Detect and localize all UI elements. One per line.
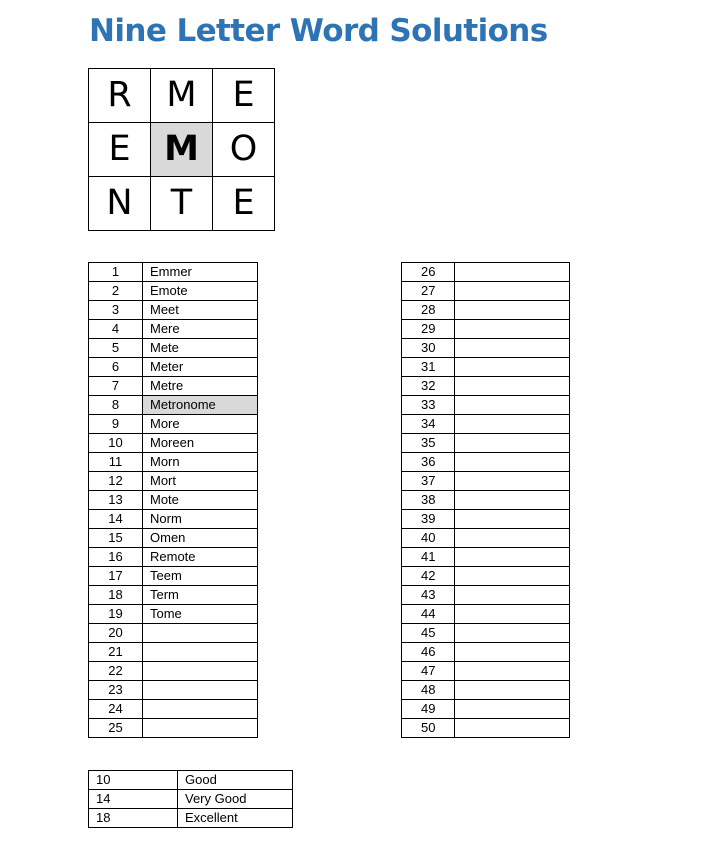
word-cell: Metre xyxy=(143,377,258,396)
word-number: 20 xyxy=(89,624,143,643)
word-row xyxy=(89,263,258,282)
letter-grid-row xyxy=(89,123,275,177)
word-cell: Mort xyxy=(143,472,258,491)
word-list-right xyxy=(401,262,570,738)
word-cell: Remote xyxy=(143,548,258,567)
word-cell xyxy=(455,263,570,282)
word-number: 16 xyxy=(89,548,143,567)
word-cell xyxy=(455,681,570,700)
word-cell: Meter xyxy=(143,358,258,377)
word-row xyxy=(89,320,258,339)
word-cell: Mere xyxy=(143,320,258,339)
word-row xyxy=(402,301,570,320)
score-label: Excellent xyxy=(178,809,293,828)
word-number: 33 xyxy=(402,396,455,415)
word-cell: Norm xyxy=(143,510,258,529)
word-cell xyxy=(455,434,570,453)
word-row xyxy=(402,567,570,586)
word-number: 39 xyxy=(402,510,455,529)
word-number: 10 xyxy=(89,434,143,453)
word-row xyxy=(89,662,258,681)
word-number: 31 xyxy=(402,358,455,377)
word-row xyxy=(89,491,258,510)
score-count: 10 xyxy=(89,771,178,790)
word-number: 26 xyxy=(402,263,455,282)
word-row xyxy=(89,548,258,567)
word-number: 29 xyxy=(402,320,455,339)
word-row xyxy=(89,453,258,472)
word-number: 43 xyxy=(402,586,455,605)
word-cell: Teem xyxy=(143,567,258,586)
word-row xyxy=(89,567,258,586)
word-row xyxy=(89,586,258,605)
word-row xyxy=(402,453,570,472)
word-number: 19 xyxy=(89,605,143,624)
word-cell: Omen xyxy=(143,529,258,548)
word-row xyxy=(402,681,570,700)
word-row xyxy=(402,472,570,491)
word-cell xyxy=(455,719,570,738)
word-row xyxy=(89,719,258,738)
word-number: 23 xyxy=(89,681,143,700)
word-row xyxy=(89,377,258,396)
word-cell xyxy=(143,624,258,643)
word-row xyxy=(89,282,258,301)
word-row xyxy=(402,377,570,396)
word-row xyxy=(402,643,570,662)
word-number: 4 xyxy=(89,320,143,339)
word-cell xyxy=(455,548,570,567)
score-row xyxy=(89,790,293,809)
word-list-left xyxy=(88,262,258,738)
word-number: 36 xyxy=(402,453,455,472)
word-cell xyxy=(455,282,570,301)
letter-grid-body xyxy=(89,69,275,231)
word-number: 50 xyxy=(402,719,455,738)
word-cell xyxy=(455,358,570,377)
letter-cell: O xyxy=(213,123,275,177)
word-number: 14 xyxy=(89,510,143,529)
word-cell: Metronome xyxy=(143,396,258,415)
word-cell xyxy=(455,567,570,586)
word-cell xyxy=(455,662,570,681)
word-cell: Mete xyxy=(143,339,258,358)
word-row xyxy=(89,605,258,624)
word-number: 46 xyxy=(402,643,455,662)
letter-cell: E xyxy=(89,123,151,177)
word-number: 24 xyxy=(89,700,143,719)
word-row xyxy=(89,339,258,358)
word-number: 49 xyxy=(402,700,455,719)
word-number: 30 xyxy=(402,339,455,358)
word-number: 15 xyxy=(89,529,143,548)
word-cell xyxy=(143,700,258,719)
score-count: 14 xyxy=(89,790,178,809)
word-cell: Term xyxy=(143,586,258,605)
word-number: 25 xyxy=(89,719,143,738)
word-cell: Meet xyxy=(143,301,258,320)
word-number: 17 xyxy=(89,567,143,586)
word-number: 3 xyxy=(89,301,143,320)
word-row xyxy=(89,529,258,548)
word-number: 44 xyxy=(402,605,455,624)
word-cell xyxy=(143,681,258,700)
word-row xyxy=(402,396,570,415)
word-cell xyxy=(455,586,570,605)
letter-grid-row xyxy=(89,177,275,231)
letter-cell: E xyxy=(213,69,275,123)
word-cell xyxy=(455,529,570,548)
word-row xyxy=(402,510,570,529)
word-row xyxy=(402,548,570,567)
word-number: 13 xyxy=(89,491,143,510)
word-row xyxy=(402,605,570,624)
letter-cell: M xyxy=(151,69,213,123)
word-row xyxy=(402,358,570,377)
word-cell xyxy=(143,643,258,662)
word-number: 11 xyxy=(89,453,143,472)
word-number: 37 xyxy=(402,472,455,491)
word-row xyxy=(402,586,570,605)
word-cell xyxy=(455,339,570,358)
letter-cell: T xyxy=(151,177,213,231)
word-cell xyxy=(455,415,570,434)
score-label: Very Good xyxy=(178,790,293,809)
word-row xyxy=(89,396,258,415)
word-number: 21 xyxy=(89,643,143,662)
word-cell: Mote xyxy=(143,491,258,510)
word-number: 2 xyxy=(89,282,143,301)
center-letter-cell: M xyxy=(151,123,213,177)
word-number: 34 xyxy=(402,415,455,434)
word-number: 1 xyxy=(89,263,143,282)
word-row xyxy=(402,624,570,643)
word-cell xyxy=(455,396,570,415)
word-number: 7 xyxy=(89,377,143,396)
word-number: 45 xyxy=(402,624,455,643)
word-row xyxy=(89,700,258,719)
word-cell xyxy=(455,643,570,662)
word-row xyxy=(89,415,258,434)
word-row xyxy=(89,358,258,377)
letter-cell: E xyxy=(213,177,275,231)
word-number: 41 xyxy=(402,548,455,567)
word-number: 8 xyxy=(89,396,143,415)
word-row xyxy=(89,472,258,491)
word-number: 6 xyxy=(89,358,143,377)
word-number: 48 xyxy=(402,681,455,700)
word-cell xyxy=(143,662,258,681)
letter-cell: R xyxy=(89,69,151,123)
word-row xyxy=(89,624,258,643)
word-cell xyxy=(455,510,570,529)
word-cell: Emote xyxy=(143,282,258,301)
word-number: 18 xyxy=(89,586,143,605)
score-label: Good xyxy=(178,771,293,790)
word-number: 28 xyxy=(402,301,455,320)
word-number: 42 xyxy=(402,567,455,586)
word-row xyxy=(89,434,258,453)
word-cell xyxy=(455,491,570,510)
word-number: 35 xyxy=(402,434,455,453)
word-row xyxy=(89,681,258,700)
letter-grid xyxy=(88,68,275,231)
score-row xyxy=(89,809,293,828)
word-row xyxy=(402,320,570,339)
word-cell xyxy=(455,301,570,320)
word-number: 32 xyxy=(402,377,455,396)
word-row xyxy=(89,643,258,662)
letter-grid-row xyxy=(89,69,275,123)
word-cell: More xyxy=(143,415,258,434)
word-cell xyxy=(455,605,570,624)
word-cell xyxy=(455,320,570,339)
word-cell xyxy=(143,719,258,738)
word-cell xyxy=(455,377,570,396)
word-number: 38 xyxy=(402,491,455,510)
score-row xyxy=(89,771,293,790)
word-row xyxy=(89,301,258,320)
score-table xyxy=(88,770,293,828)
word-number: 12 xyxy=(89,472,143,491)
word-number: 9 xyxy=(89,415,143,434)
word-cell: Morn xyxy=(143,453,258,472)
letter-cell: N xyxy=(89,177,151,231)
word-row xyxy=(402,719,570,738)
word-number: 27 xyxy=(402,282,455,301)
word-row xyxy=(402,662,570,681)
word-row xyxy=(402,415,570,434)
word-row xyxy=(402,434,570,453)
word-cell: Emmer xyxy=(143,263,258,282)
word-number: 22 xyxy=(89,662,143,681)
word-row xyxy=(402,700,570,719)
word-number: 47 xyxy=(402,662,455,681)
word-number: 40 xyxy=(402,529,455,548)
score-count: 18 xyxy=(89,809,178,828)
word-cell xyxy=(455,624,570,643)
word-cell xyxy=(455,472,570,491)
word-row xyxy=(402,339,570,358)
word-row xyxy=(402,491,570,510)
word-cell: Tome xyxy=(143,605,258,624)
word-row xyxy=(402,263,570,282)
word-number: 5 xyxy=(89,339,143,358)
word-cell: Moreen xyxy=(143,434,258,453)
page-title: Nine Letter Word Solutions xyxy=(89,13,548,49)
word-row xyxy=(402,282,570,301)
word-cell xyxy=(455,453,570,472)
word-row xyxy=(89,510,258,529)
word-row xyxy=(402,529,570,548)
word-cell xyxy=(455,700,570,719)
